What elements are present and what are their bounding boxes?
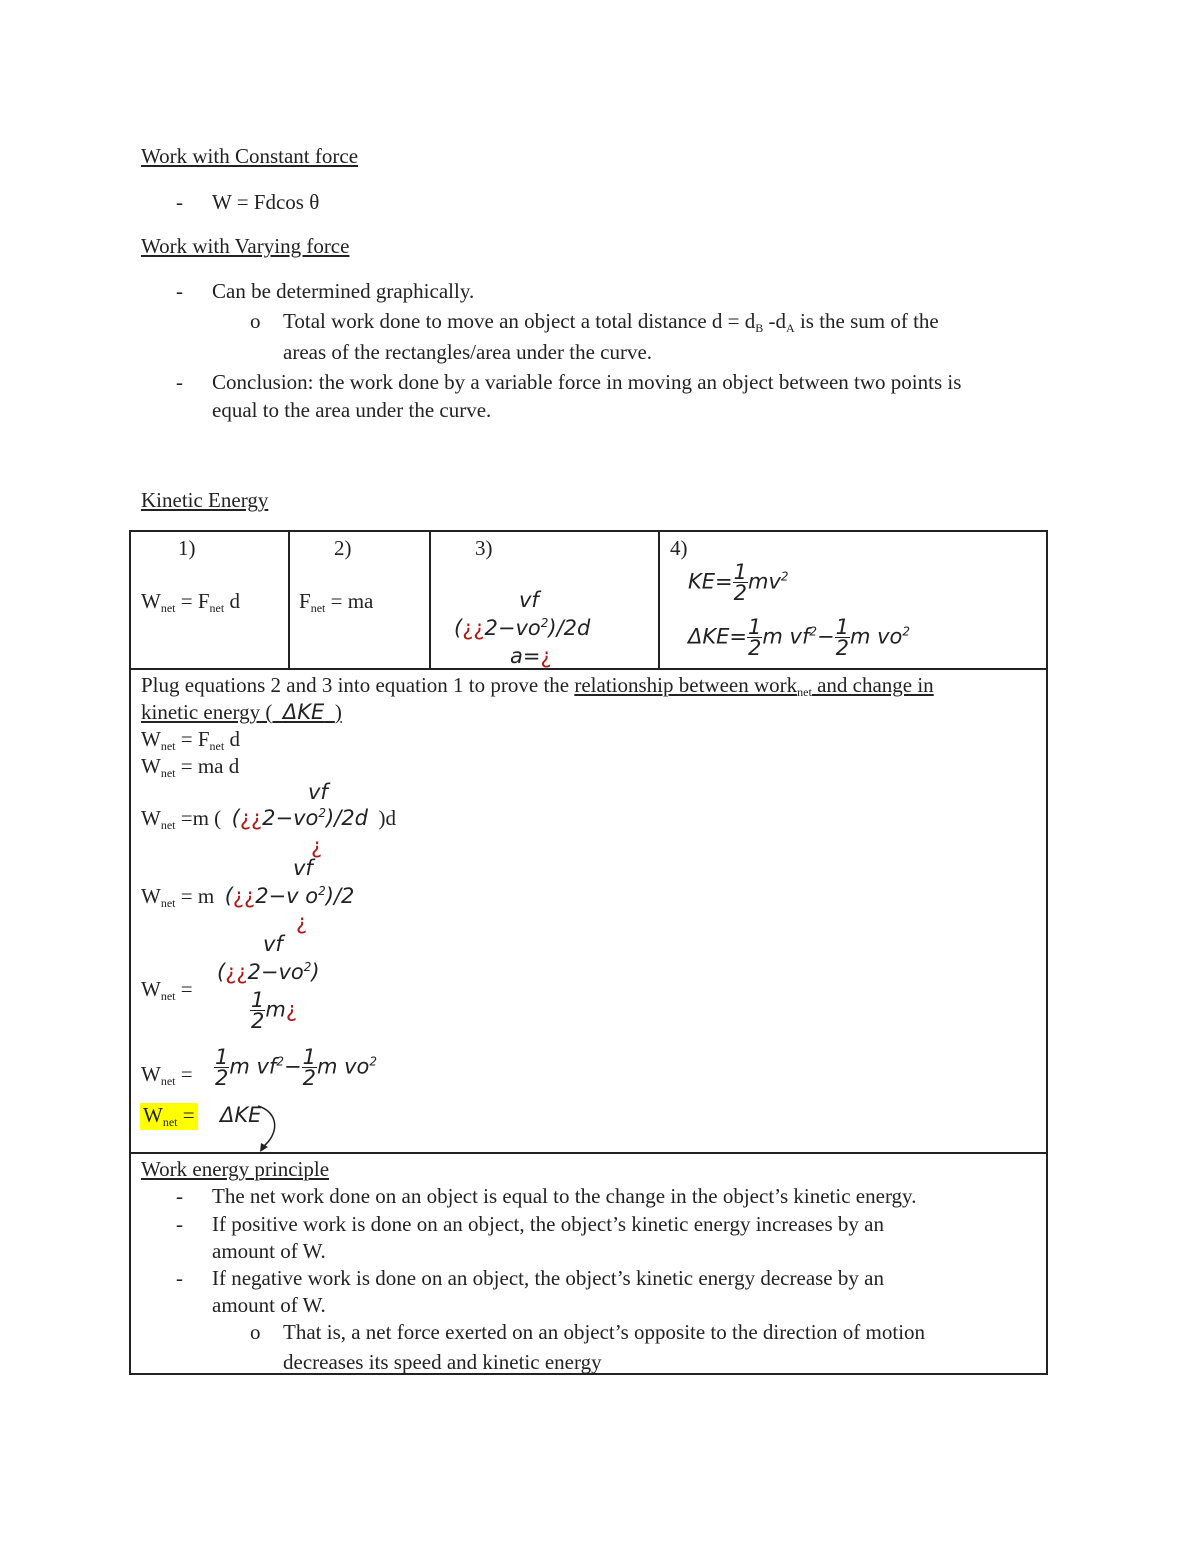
sub-bullet-total-work: Total work done to move an object a total distance $d = d_B$ $-d_A$ is the sum of the [283, 309, 939, 335]
bullet-dash: - [176, 370, 183, 394]
proof-intro-line2: kinetic energy ( ΔKE ) [141, 700, 342, 724]
proof-step-4-red: ¿ [296, 910, 308, 934]
col4-number: 4) [670, 536, 688, 560]
proof-step-7-delta-ke: ΔKE [220, 1103, 262, 1127]
sub-bullet-total-work-line2: areas of the rectangles/area under the curve. [283, 340, 653, 364]
bullet-dash: - [176, 190, 183, 214]
table-divider [288, 530, 290, 670]
col3-number: 3) [475, 536, 493, 560]
proof-step-4: $W_{net} = m$ (¿¿2−v $o^2)/2$ [141, 884, 355, 910]
proof-step-3: $W_{net} =m$ ( $(¿¿2-vo^2)/2d$ )d [141, 806, 397, 832]
sub-bullet-circle: o [250, 309, 261, 333]
bullet-dash: - [176, 279, 183, 303]
principle-bullet-1: The net work done on an object is equal to the change in the object’s kinetic energy. [212, 1184, 917, 1208]
principle-bullet-3: If negative work is done on an object, the object’s kinetic energy decrease by an [212, 1266, 884, 1290]
proof-step-6-expr: $\frac{1}{2}$ m $vf^2-$ $\frac{1}{2}$ m $vo^2$ [215, 1045, 378, 1090]
proof-step-3-vf: vf [308, 780, 328, 804]
col2-number: 2) [334, 536, 352, 560]
sub-bullet-circle: o [250, 1320, 261, 1344]
bullet-graphically: Can be determined graphically. [212, 279, 475, 303]
col3-vf: vf [519, 588, 539, 612]
bullet-dash: - [176, 1266, 183, 1290]
col2-equation: $F_{net}$ = ma [299, 589, 374, 615]
bullet-dash: - [176, 1212, 183, 1236]
table-divider [129, 668, 1048, 670]
col4-delta-ke-formula: ΔKE= $\frac{1}{2}$ m $vf^2-$ $\frac{1}{2}$ m $vo^2$ [688, 615, 911, 660]
curved-arrow-icon [250, 1102, 290, 1162]
col3-a-equals: a=¿ [510, 644, 552, 668]
col3-acceleration-expr: $(¿¿2-vo^2)/2d$ [454, 616, 591, 640]
col1-number: 1) [178, 536, 196, 560]
heading-work-energy-principle: Work energy principle [141, 1157, 330, 1181]
proof-step-5-expr: $(¿¿2-vo^2)$ [217, 960, 320, 984]
principle-sub-bullet: That is, a net force exerted on an object’s opposite to the direction of motion [283, 1320, 926, 1344]
heading-kinetic-energy: Kinetic Energy [141, 488, 269, 512]
col4-ke-formula: KE= $\frac{1}{2}$ $mv^2$ [688, 560, 789, 605]
table-divider [429, 530, 431, 670]
bullet-conclusion-line2: equal to the area under the curve. [212, 398, 492, 422]
principle-bullet-3-line2: amount of W. [212, 1293, 326, 1317]
col1-equation: $W_{net} = F_{net}$ d [141, 589, 240, 615]
proof-step-2: $W_{net}$ = ma d [141, 754, 240, 780]
proof-step-5: $W_{net}$ = [141, 977, 193, 1003]
proof-step-7-highlight: $W_{net}$ = [140, 1103, 198, 1130]
heading-constant-force: Work with Constant force [141, 144, 359, 168]
proof-step-5-vf: vf [263, 932, 283, 956]
heading-varying-force: Work with Varying force [141, 234, 350, 258]
table-divider [658, 530, 660, 670]
proof-step-6: $W_{net}$ = [141, 1062, 193, 1088]
principle-bullet-2: If positive work is done on an object, the object’s kinetic energy increases by an [212, 1212, 884, 1236]
proof-intro: Plug equations 2 and 3 into equation 1 to prove the relationship between work$_{net}$ and change in [141, 673, 934, 699]
proof-step-3-red: ¿ [311, 834, 323, 858]
bullet-dash: - [176, 1184, 183, 1208]
principle-sub-bullet-line2: decreases its speed and kinetic energy [283, 1350, 602, 1374]
proof-step-1: $W_{net} = F_{net}$ d [141, 727, 240, 753]
bullet-constant-formula: W = Fdcos θ [212, 190, 320, 214]
bullet-conclusion: Conclusion: the work done by a variable force in moving an object between two points is [212, 370, 962, 394]
proof-step-5-half: $\frac{1}{2}$ m¿ [251, 988, 297, 1033]
principle-bullet-2-line2: amount of W. [212, 1239, 326, 1263]
proof-step-4-vf: vf [293, 856, 313, 880]
